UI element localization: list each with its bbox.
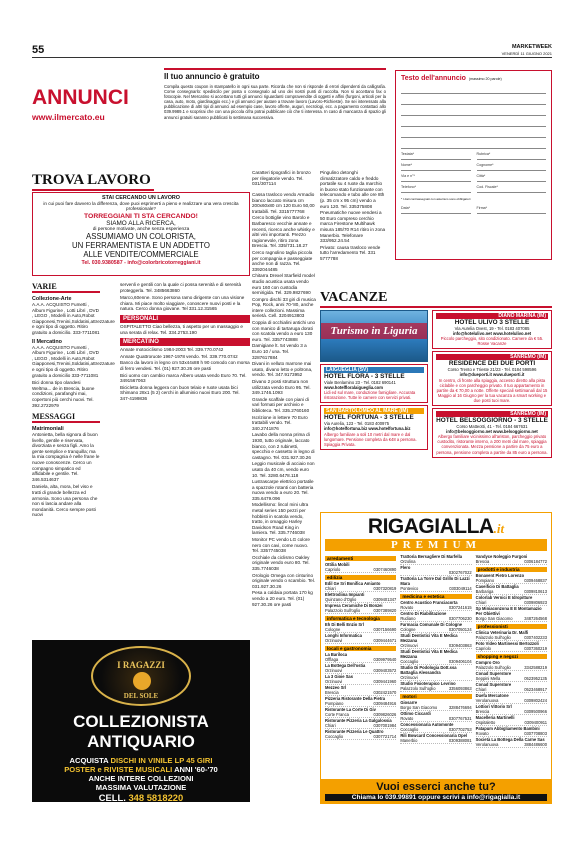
col3-ad18: Occhiale da ciclismo Oakley originale vendo euro 80. Tel. 335.7746038: [252, 554, 310, 571]
hotel-ulivo: [432, 310, 552, 349]
field-nome[interactable]: Nome*: [401, 163, 471, 171]
directory-entry-phone[interactable]: 0309979540: [373, 657, 397, 662]
trova-lavoro-title: TROVA LAVORO: [32, 172, 154, 191]
directory-entry-row: [325, 608, 396, 614]
directory-entry-city: Rudiano: [400, 616, 416, 621]
col3-ad19: Orologio Omega con cinturino originale vendo o scambio. Tel. 031.927.30.26: [252, 572, 315, 589]
col2-ad-marco: Marco,60enne. Sono persona ramo dirigente con una visione chiara. Mi piace molto viaggiare, conoscere nuovi posti e la natura. Cerco donna giovane. Tel 331.12.31565: [120, 295, 245, 312]
hotel-web[interactable]: info@hotelulivo.net www.hotelulivo.net: [452, 331, 532, 337]
directory-entry-city: Pompiano: [325, 701, 344, 706]
text-part: ACQUISTA: [69, 756, 111, 765]
directory-entry-name[interactable]: Conad Superstore: [475, 671, 512, 676]
col4-ad3: Privato: causa trasloco vende tutto l'arredamento Tel. 331 5777788: [320, 244, 381, 261]
directory-entry-name[interactable]: Rili Bowcard Concessionaria Opel: [400, 733, 467, 738]
field-codfiscale[interactable]: Cod. Fiscale*: [477, 185, 547, 193]
collezionista-title2: ANTIQUARIO: [87, 732, 195, 751]
col2-ad-m3: Banco da lavoro in legno cm 53x44x88 h 90 comodo con morsa di ferro vendesi. Tel. (01) 927.30.26 ore pasti: [120, 360, 250, 371]
directory-entry-phone[interactable]: 0309401347: [373, 597, 397, 602]
col2-ad-personali: OSPITALETTO Ciao bellezza, ti aspetto per un massaggio e una serata di relax. Tel. 334.2753.190: [120, 323, 243, 335]
text-part: ANNI '60-'70: [174, 765, 218, 774]
directory-category: informatica e tecnologia: [325, 616, 396, 621]
directory-entry-city: Chiari: [325, 586, 336, 591]
rigagialla-header: [321, 513, 551, 539]
hotel-desc: Lidi ed sul mare, conduzione famigliare. Accurata ristorazione. Tutte le camere con servizi privati.: [324, 390, 416, 401]
directory-entry-phone[interactable]: 3356093863: [448, 686, 472, 691]
directory-entry-name[interactable]: Ottimo Ciccardi: [400, 711, 431, 716]
ad-line: ASSUMIAMO UN COLORISTA,: [86, 231, 196, 241]
coupon-note: * I dati contrassegnati con asterisco sono obbligatori: [401, 197, 471, 201]
vacanze-title: VACANZE: [320, 290, 552, 308]
directory-entry-name[interactable]: Lottiori Vittorio Srl: [475, 704, 512, 709]
col3-ad17: Monitor PC vendo LG colore nero con cavi, come nuovo. Tel. 3357745038: [252, 537, 310, 554]
directory-entry-city: Coccaglio: [400, 727, 419, 732]
hotel-web[interactable]: info@belsoggiorno.net www.belsoggiorno.net: [446, 429, 538, 435]
directory-entry-phone[interactable]: 0309400911: [524, 720, 547, 725]
directory-entry-phone[interactable]: 0307702753: [448, 727, 472, 732]
text-part-highlight: POSTER e RIVISTE MUSICALI: [64, 765, 175, 774]
directory-category: medicina e estetica: [400, 594, 471, 599]
rigagialla-footer: [321, 779, 551, 803]
directory-entry-city: Verolanuova: [475, 698, 499, 703]
directory-entry-name[interactable]: Sp Miniaconzona E E Montamazio Per Obiettivi: [475, 606, 542, 616]
gratuito-box: [164, 68, 386, 168]
directory-entry-city: Rovato: [475, 731, 489, 736]
directory-column: [400, 554, 471, 748]
directory-entry-name[interactable]: Trattoria La Torre Dal Grillo Di Lazzi Mara: [400, 576, 470, 586]
coupon-subtitle: (massimo 20 parole): [468, 77, 502, 81]
directory-entry-phone[interactable]: 0307721714: [373, 734, 397, 739]
directory-entry-city: Manerbio: [400, 738, 418, 743]
hotel-region: SAN BARTOLOMEO AL MARE (IM): [324, 408, 424, 414]
messaggi-ad2: Daniela, alta, mora, bel viso e tratti di grande bellezza ed armonia. Sono una persona che non si lascia andare alla mondanità. Cerco sempre posti nuovi: [32, 484, 98, 518]
directory-entry-city: Coccaglio: [400, 659, 419, 664]
annunci-logo: [32, 86, 154, 122]
directory-entry-name[interactable]: Ristorante La Corte Di Giv: [325, 707, 376, 712]
sun-icon: [133, 672, 151, 690]
torreggiani-ad: [32, 192, 250, 276]
footer-question: Vuoi esserci anche tu?: [376, 781, 496, 793]
directory-category: locali e gastronomia: [325, 646, 396, 651]
directory-entry-name[interactable]: Colorlab Vernici E Idropitture: [475, 595, 533, 600]
collezionista-line1: [32, 756, 250, 765]
directory-entry-name[interactable]: Flero: [400, 565, 411, 570]
varie-title: VARIE: [32, 282, 100, 293]
directory-entry-phone[interactable]: 0309403572: [373, 668, 397, 673]
footer-contact[interactable]: Chiama lo 039.99891 oppure scrivi a info@rigagialla.it: [325, 794, 547, 801]
field-via[interactable]: Via e n°*: [401, 174, 471, 182]
directory-entry-name[interactable]: Foto Video Martinessi Bertozzoli: [475, 641, 539, 646]
directory-entry-phone[interactable]: 0307767531: [448, 716, 472, 721]
listing-col3b: [252, 192, 316, 607]
collezionista-line2: [32, 765, 250, 774]
directory-entry-name[interactable]: Elettrodiina Impianti: [325, 592, 365, 597]
directory-entry-city: Brescia: [475, 559, 490, 564]
directory-entry-name[interactable]: Impresa Ceramiche Di Bonzei: [325, 603, 383, 608]
directory-entry-name[interactable]: Macelleria Martinelli: [475, 715, 515, 720]
field-cognome[interactable]: Cognome*: [477, 163, 547, 171]
page-header: [32, 44, 552, 58]
col2-ad-m1: Annate motociclismo 1984-2003 Tel. 339.770.0742: [120, 347, 224, 353]
ad-line: TORREGGIANI TI STA CERCANDO!: [84, 212, 198, 220]
directory-entry-phone[interactable]: 0307156690: [373, 627, 397, 632]
col3-ad10: Divano 2 posti struttura non utilizzata vendo Euro 95. Tel. 349.1746.1093: [252, 379, 311, 396]
hotel-region: SANREMO (IM): [436, 354, 548, 360]
directory-entry-row: [400, 738, 471, 744]
directory-entry-row: [325, 638, 396, 644]
hotel-web[interactable]: info@hotelfortuna.biz www.hotelfortuna.biz: [324, 426, 411, 432]
directory-entry-phone[interactable]: 0307050124: [448, 627, 472, 632]
directory-entry-city: Orzinuovi: [325, 638, 343, 643]
coupon-form: [395, 70, 552, 260]
directory-entry-name[interactable]: La Bariloca: [325, 652, 348, 657]
directory-entry-name[interactable]: Studio Fisioterapico Levrino: [400, 681, 456, 686]
directory-category: professionisti: [476, 624, 547, 629]
directory-entry-row: [325, 734, 396, 740]
ad-line: Tel. 030.9380587 - info@colorbricotorreggiani.it: [81, 259, 201, 266]
directory-entry-city: Chiari: [325, 723, 336, 728]
directory-entry-city: Orzinuovi: [325, 668, 343, 673]
ad-line: UN FERRAMENTISTA E UN ADDETTO: [72, 240, 210, 250]
directory-entry-name[interactable]: Eh Di Belli Enzio Srl: [325, 622, 364, 627]
directory-entry-city: Borgo San Giacomo: [400, 705, 438, 710]
directory-entry-phone[interactable]: 0307360219: [524, 646, 547, 651]
directory-entry-city: Brescia: [475, 709, 490, 714]
directory-entry-city: Pontevico: [400, 586, 419, 591]
ad-line: di persone motivate, anche senza esperienza: [92, 226, 190, 232]
hotel-fortuna: [320, 405, 428, 449]
directory-entry-city: Capriolo: [475, 646, 491, 651]
column-4: [320, 170, 386, 262]
hotel-desc: In centro, di fronte alla spiaggia, accesso diretto alla pista ciclabile e con parcheggio privato. Il tuo appartamento in partire da € 70,00 a notte. Offerte speciali settimanali dal 15 Maggio al 16 Giugno per la tua vacanza a smart working e due posti tuoi mare.: [436, 377, 548, 403]
col3-ad6: Compro dischi 33 giri di musica Pop, Rock, anni 70-'80, anche intere collezioni. Massima serietà. Cell. 3204913803: [252, 296, 316, 319]
directory-entry-city: Orzolina: [400, 559, 416, 564]
directory-entry-phone[interactable]: 0307001984: [373, 723, 397, 728]
varie-ad3: Bici donna tipo olandesi Weltma... de in Brescia, buone condizioni, parafanghi mai, copertoni più cerchi nuovi. Tel. 392.2722979: [32, 380, 95, 408]
directory-entry-phone[interactable]: 0307320819: [373, 586, 397, 591]
directory-entry-phone[interactable]: 0307708803: [524, 731, 547, 736]
collezionista-line5: [32, 792, 250, 803]
directory-entry-city: Rovato: [400, 605, 414, 610]
directory-entry-row: [400, 686, 471, 692]
column-2: [120, 282, 250, 402]
ad-line: in cui puoi fare davvero la differenza, dove puoi esprimerti a pieno e realizzare una vera crescita professionale?: [43, 201, 239, 212]
directory-entry-phone[interactable]: 0523952135: [524, 676, 547, 681]
coupon-title: Testo dell'annuncio: [401, 75, 466, 82]
liguria-banner: [320, 310, 428, 362]
directory-entry-city: Seppini Mella: [475, 676, 501, 681]
banner-text: Turismo in Liguria: [321, 323, 427, 339]
coupon-header: [401, 75, 546, 82]
directory-entry-name[interactable]: Compro Oro: [475, 660, 500, 665]
directory-entry-row: [476, 616, 547, 622]
directory-entry-name[interactable]: Conad Superstore: [475, 682, 512, 687]
directory-entry-phone[interactable]: 0303049114: [449, 586, 472, 591]
col3-ad11: Grande scaffale con piani di vari formati per archivio e biblioteca. Tel. 335.2760160: [252, 396, 310, 413]
directory-entry-name[interactable]: Concessionaria Automonte: [400, 722, 454, 727]
field-telefono[interactable]: Telefono*: [401, 185, 471, 193]
directory-entry-city: Orzinuovi: [400, 675, 418, 680]
hotel-name: RESIDENCE DEI DUE PORTI: [448, 360, 536, 368]
directory-entry-row: [476, 646, 547, 652]
col3-ad13: Lavabo della nonna prima di 1930, tutto originale, laccato bianco, con 2 rubinetti, specchio e cassetto in legno di castagno. Tel. 031.927.30.26: [252, 432, 315, 460]
directory-entry-phone[interactable]: 0306184772: [524, 559, 547, 564]
directory-entry-phone[interactable]: 0309806923: [524, 600, 547, 605]
hotel-name: HOTEL FORTUNA - 3 STELLE: [324, 414, 414, 422]
hotel-web[interactable]: www.hotelfloralaigueglia.com: [324, 385, 383, 391]
rigagialla-ad: [320, 512, 552, 804]
directory-entry-name[interactable]: Bonavent Pietro Lorenzo: [475, 573, 525, 578]
coupon-fields: [401, 152, 546, 196]
hotel-desc: Albergo familiare vicinissimo all'ariston, parcheggio privato custodito, ristorante interno, a 200 metri dal mare, spiaggia convenzionata. Mezza pensione a partire da 75 euro a persona, pensione completa a partire da 85 euro a persona.: [436, 434, 548, 455]
directory-entry-phone[interactable]: 0309826026: [373, 712, 397, 717]
directory-entry-city: Offlaga: [325, 657, 339, 662]
directory-entry-city: Cologne: [325, 627, 341, 632]
col3-ad3: Cerco bottiglie vino Barolo e Barbaresco vecchie annate e recenti, ricerco anche whisky e altri vini importanti. Prezzo ragionevole, ritiro zona Brescia. Tel. 335/731.18.27: [252, 215, 315, 249]
directory-entry-name[interactable]: Trattoria Bersagliere Di Marfella: [400, 554, 462, 559]
hotel-name: HOTEL ULIVO 3 STELLE: [454, 319, 530, 326]
gratuito-title: Il tuo annuncio è gratuito: [164, 72, 260, 81]
directory-entry-name[interactable]: Giosarre: [400, 700, 418, 705]
text-part: CELL.: [98, 792, 129, 803]
directory-entry-phone[interactable]: 0309810613: [524, 589, 547, 594]
col3-ad2: Cassa trasloco vendo Armadio bianco laccato misura cm 200x60x80 cm 120 Euro 50,00 trattabili. Tel. 3315777768: [252, 192, 315, 214]
directory-entry-phone[interactable]: 0302767022: [448, 570, 472, 575]
varie-sub1: Collezione-Arte: [32, 296, 72, 302]
hotel-address: Corso Matteotti, 41 - Tel. 0184 667631: [456, 424, 528, 430]
field-data[interactable]: Data*: [401, 206, 471, 214]
directory-entry-city: Ospitaletto: [475, 720, 496, 725]
coupon-text-lines[interactable]: [401, 86, 546, 149]
col3-ad14: Leggio musicale di acciaio non usato da 40 cm, vendo euro 10. Tel. 3280.6478.118: [252, 461, 315, 478]
col4-ad2: Pneumatiche nuove vendesi a 50 Euro compreso cerchio marca Firestone Multihawk misura 185/70 R14 ritiro in zona Manerbio. Telefonare 333/952.24.54: [320, 210, 386, 244]
directory-category: arredamenti: [325, 556, 396, 561]
hotel-flora: [320, 364, 428, 403]
directory-entry-phone[interactable]: 0309468837: [524, 578, 547, 583]
directory-entry-phone[interactable]: 0309802424: [524, 698, 547, 703]
directory-column: [325, 554, 396, 748]
directory-entry-phone[interactable]: 0307241615: [448, 605, 472, 610]
directory-entry-phone[interactable]: 0523468917: [524, 687, 547, 692]
messaggi-sub: Matrimoniali: [32, 426, 64, 433]
ragazzi-sole-logo: [91, 646, 191, 706]
col3-ad8: Damigiane lt. 54 vendo 3 a Euro 10 / una. Tel. 3287617884: [252, 343, 307, 360]
vacanze-right: [432, 310, 552, 458]
directory-entry-name[interactable]: Centro Di Riabilitazione: [400, 611, 447, 616]
directory-entry-name[interactable]: Studi Dentistici Vita E Medica Mezzana: [400, 649, 458, 659]
hotel-belsoggiorno: [432, 408, 552, 458]
directory-entry-phone[interactable]: 3342588219: [524, 665, 547, 670]
col3-ad9: Divani in velluto marrone mai usato, divano letto e poltrona, vendo. Tel. 347.9173952: [252, 361, 313, 378]
messaggi-ad1: Antonietta, bella signora di buon livello, gentile e riservata, divorziata e senza figli. Amo la gente semplice e tranquilla; ma la mia compagnia è nelle frane le nuove conoscenze. Cerco un compagno simpatico ed affidabile e gentile. Tel. 346.5314637: [32, 432, 100, 482]
directory-entry-name[interactable]: Società La Bottega Della Carne Sas: [475, 737, 545, 742]
col2-ad-m2: Annate Quattroruote 1967-1978 vendo. Tel. 339.770.0742: [120, 353, 238, 359]
collezionista-line4: MASSIMA VALUTAZIONE: [95, 783, 187, 792]
col3-ad1: Caratteri tipografici in bronzo per rilegatorie vendo. Tel. 031/307114: [252, 170, 311, 187]
vacanze-left: [320, 310, 428, 450]
directory-entry-phone[interactable]: 0307389820: [373, 608, 397, 613]
directory-entry-phone[interactable]: 0309388081: [448, 738, 472, 743]
directory-entry-name[interactable]: Caseificio Di Battaglia: [475, 584, 519, 589]
hotel-address: Via Aurelia Ovest, 19 - Tel. 0183 407085: [454, 326, 530, 331]
directory-entry-city: Palazzolo Sull'oglio: [400, 686, 436, 691]
directory-column: [476, 554, 547, 748]
field-firma[interactable]: Firma*: [477, 206, 547, 214]
collezionista-line3: ANCHE INTERE COLLEZIONI: [88, 774, 194, 783]
col3-ad20: Pesa a caldaia portata 170 kg vendo a 20 euro. Tel. (01) 927.30.26 ore pasti: [252, 590, 313, 607]
directory-entry-name[interactable]: Studio Di Podologia Dott.ssa Battaglia Alessandra: [400, 665, 457, 675]
col2-ad-m5: Bicicletta donna leggera con buon telaio e ruote usata bici Shimano 28x1 (5 2) cerchi in alluminio nuovi Euro 200. Tel. 347-4199836: [120, 384, 240, 401]
directory-entry-name[interactable]: Ottilia Mobili: [325, 562, 350, 567]
directory-entry-city: Orzinuovi: [400, 643, 418, 648]
directory-entry-city: Brescia: [325, 690, 339, 695]
directory-entry-name[interactable]: Duefa Mercatone: [475, 693, 509, 698]
ad-line: SIAMO ALLA RICERCA,: [106, 219, 176, 227]
directory-entry-phone[interactable]: 0309500966: [524, 709, 547, 714]
hotel-web[interactable]: info@dueporti.it www.dueporti.it: [459, 372, 525, 378]
directory-entry-city: Cologne: [400, 627, 416, 632]
directory-entry-phone[interactable]: 0307460890: [373, 567, 397, 572]
hotel-address: Viale Benlamino 23 - Tel. 0182 690141: [324, 380, 396, 385]
ad-line: ALLE VENDITE/COMMERCIALE: [83, 249, 199, 259]
varie-sub2: Il Mercatino: [32, 338, 62, 345]
brand-name: MARKETWEEK: [511, 44, 552, 50]
column-varie: [32, 282, 115, 518]
logo-line2: DEL SOLE: [123, 692, 159, 700]
col4-ad1: Pingulino detonghi climatizzatore caldo e freddo portatile su 4 ruote da marchio in buono stato funzionante con telecomando e tubo alle ore 8th (p. 35 cm x 95 cm) vendo a euro 120. Tel. 335375808: [320, 170, 385, 209]
collezionista-title1: COLLEZIONISTA: [73, 712, 209, 731]
directory-entry-name[interactable]: Studi Dentistici Vita E Medica Mezzana: [400, 633, 458, 643]
directory-entry-name[interactable]: Ristorante Pizzeria La Galgalossia: [325, 718, 392, 723]
phone-number[interactable]: 348 5818220: [128, 792, 184, 803]
directory-entry-name[interactable]: Centro Acustico Franciacorta: [400, 600, 458, 605]
col2-ad-m4: Bici uomo con cambio marca Albero usata vendo Euro 70. Tel. 3491567063: [120, 372, 247, 384]
directory-entry-row: [400, 586, 471, 592]
logo-line1: I RAGAZZI: [117, 660, 165, 670]
annunci-url[interactable]: www.ilmercato.eu: [32, 112, 105, 122]
directory-entry-name[interactable]: Patapum Abbigliamento Bambini: [475, 726, 540, 731]
text-part-highlight: DISCHI IN VINILE LP 45 GIRI: [110, 756, 213, 765]
directory-entry-city: Palazzolo Sull'oglio: [475, 665, 511, 670]
directory-entry-name[interactable]: La Bottega Dell'ostia: [325, 663, 366, 668]
col3-ad4: Cerco ragnolino taglia piccola per compagnia e passeggiate anche non di razza. Tel. 3392044485: [252, 249, 313, 272]
directory-category: edilizia: [325, 575, 396, 580]
page-number: 55: [32, 44, 45, 56]
coupon-sign: [401, 206, 546, 217]
directory-entry-phone[interactable]: 3884486600: [524, 742, 547, 747]
directory-entry-phone[interactable]: 0309406104: [448, 659, 472, 664]
directory-category: shopping e negozi: [476, 654, 547, 659]
mercatino-title: MERCATINO: [120, 338, 250, 346]
directory-entry-name[interactable]: Farmacia Comunale Di Cologne: [400, 622, 462, 627]
issue-date: VENERDÌ 11 GIUGNO 2021: [501, 51, 552, 56]
listing-col3: [252, 170, 316, 187]
collezionista-ad: [32, 640, 250, 802]
directory-entry-city: Orzinuovi: [325, 679, 343, 684]
directory-entry-city: Corte Franca: [325, 712, 349, 717]
varie-ad2: A.A.A. ACQUISTO Fumetti , Album Figurine , Lotti Libri , DVD , LEGO , Modelli in Auto,Robot Giapponesi,Trenini,Soldatini,attrezzature e ogni tipo di oggetto. Ritiro gratuito a domicilio 333-7711081: [32, 344, 115, 378]
directory-entry-phone[interactable]: 0307402233: [524, 635, 547, 640]
hotel-name: HOTEL BELSOGGIORNO - 3 STELLE: [436, 417, 548, 425]
annunci-title: ANNUNCI: [32, 86, 129, 109]
col3-ad15: Lustrascarpe elettrico portatile a spazzole rotanti con batteria nuova vendo a euro 20. Tel. 335.6479.096: [252, 479, 314, 501]
hotel-desc: Albergo familiare a soli 10 metri dal mare e dal lungomare. Pensione completa da €48 a persona. Spiaggia Privata.: [324, 431, 417, 447]
directory-entry-city: Palazzolo Sull'oglio: [475, 635, 511, 640]
directory-entry-phone[interactable]: 0307706230: [448, 616, 472, 621]
field-rubrica[interactable]: Rubrica*: [477, 152, 547, 160]
col3-ad16: Modellismo: lincol mini ultra metal series 150 pezzi per hobbisti in scatola vendo, tratto, in omaggio Harley Davidson Road King in lamiera. Tel. 335.7746038: [252, 502, 309, 536]
field-citta[interactable]: Città*: [477, 174, 547, 182]
directory-entry-city: Barbariga: [475, 589, 494, 594]
col3-ad12: Iscrizione in lettere 70 Euro trattabili vendo. Tel. 340.2741876: [252, 414, 308, 431]
directory-entry-phone[interactable]: 0309441960: [373, 679, 397, 684]
directory-entry-row: [476, 559, 547, 565]
directory-entry-phone[interactable]: 3288476694: [448, 705, 472, 710]
directory-entry-city: Palazzolo Sull'oglio: [325, 608, 361, 613]
directory-entry-phone[interactable]: 0309444671: [373, 638, 397, 643]
directory-entry-city: Coccaglio: [325, 734, 343, 739]
col2-ad-top: servenli e gentili con la quale ci possa serenità e di serenità proteggerla. Tel. 3485663860: [120, 282, 242, 293]
col3-ad7: Coppia di occhialini antichi uno con manico di tartaruga dorati con scatola vendo a euro 130 euro. Tel. 3357743888: [252, 320, 316, 342]
directory-entry-name[interactable]: Mezzeo Srl: [325, 685, 347, 690]
directory-category: prodotti e industria: [476, 567, 547, 572]
directory-entry-name[interactable]: Clinica Veterinaria Dr. Malfi: [475, 630, 529, 635]
hotel-region: LAIGUEGLIA (SV): [324, 367, 424, 373]
directory-grid: [321, 551, 551, 751]
directory-entry-name[interactable]: Ristorante Pizzeria Le Quattro: [325, 729, 384, 734]
hotel-name: HOTEL FLORA - 3 STELLE: [324, 373, 405, 380]
directory-entry-city: Pompiano: [475, 578, 495, 583]
rigagialla-subtitle: PREMIUM: [325, 539, 547, 551]
gratuito-text: Compila questo coupon in stampatello in ogni sua parte. Ricorda che non si risponde di errori dipendenti da calligrafia. Come consegnarlo: spediscilo per posta o consegnalo ad uno dei nostri punti di raccolta. Non si accettano fax o fotocopie. Nel Mercatino si accettano tutti gli annunci riguardanti compravendite di oggetti e affini (furgoni, articoli per la casa, auto, moto, giardinaggio ecc.) e gli annunci per aiutare a trovare lavoro (Lavoro-Richieste). Se sei interessato alla pubblicazione di altri tipi di annunci ad esempio case, lavoro offerte, auguri, necrologi, ecc. a pagamento contattaci allo 039.9989.1 e scoprirai che con una piccola cifra potrai pubblicare ciò che ti interessa. In caso di mancanza di spazio gli annunci gratuiti saranno pubblicati lo settimana successiva.: [164, 84, 386, 120]
directory-entry-name[interactable]: Edil Ge Sri Bonifica Amianto: [325, 581, 381, 586]
directory-entry-row: [476, 742, 547, 748]
directory-entry-city: Borgo San Giacomo: [475, 616, 513, 621]
hotel-address: Via Aurelia, 123 - Tel. 0183 400975: [324, 421, 390, 427]
directory-entry-city: Rovato: [400, 716, 414, 721]
hotel-desc: Piccolo parcheggio, sito condizionato. Camere da € 55. Rosse Vacanze: [440, 336, 544, 347]
directory-entry-phone[interactable]: 0309484916: [373, 701, 397, 706]
directory-entry-city: Verolanuova: [475, 742, 499, 747]
rigagialla-suffix: .it: [493, 521, 505, 536]
hotel-region: DIANO MARINA (IM): [436, 313, 548, 319]
messaggi-title: MESSAGGI: [32, 412, 100, 423]
directory-entry-phone[interactable]: 0309403863: [448, 643, 472, 648]
directory-entry-phone[interactable]: 0302421570: [373, 690, 397, 695]
rigagialla-title: RIGAGIALLA: [367, 515, 494, 538]
col3-ad5: Chitarra Drexel Starfield model studio acustica usata vendo euro 160 con custodia semirigida. Tel. 329.9827690: [252, 273, 315, 296]
directory-entry-name[interactable]: Vandyce Noleggio Furgoni: [475, 554, 528, 559]
directory-entry-phone[interactable]: 3487264568: [524, 616, 547, 621]
hotel-address: Corso Trento e Trieste 21/23 - Tel. 0184 598596: [447, 367, 537, 373]
directory-entry-city: Capriolo: [325, 567, 341, 572]
varie-ad1: A.A.A. ACQUISTO Fumetti , Album Figurine , Lotti Libri , DVD , LEGO , Modelli in Auto,Robot Giapponesi,Trenini,Soldatini,attrezzature e ogni tipo di oggetto. Ritiro gratuito a domicilio. 333-7711081: [32, 302, 115, 335]
field-testata[interactable]: Testata*: [401, 152, 471, 160]
ad-line: STAI CERCANDO UN LAVORO: [102, 195, 180, 201]
directory-entry-city: Quinzano d'Oglio: [325, 597, 357, 602]
directory-entry-row: [325, 567, 396, 573]
directory-entry-city: Chiari: [475, 600, 487, 605]
directory-entry-name[interactable]: Pizzeria Ristorante Della Pietra: [325, 696, 386, 701]
directory-category: motori: [400, 694, 471, 699]
personali-title: PERSONALI: [120, 315, 250, 323]
hotel-dueporti: [432, 351, 552, 406]
directory-entry-city: Chiari: [475, 687, 487, 692]
hotel-region: SANREMO (IM): [436, 411, 548, 417]
directory-entry-name[interactable]: La 3 Gioie Sas: [325, 674, 353, 679]
directory-entry-name[interactable]: Longhi Informatica: [325, 633, 362, 638]
